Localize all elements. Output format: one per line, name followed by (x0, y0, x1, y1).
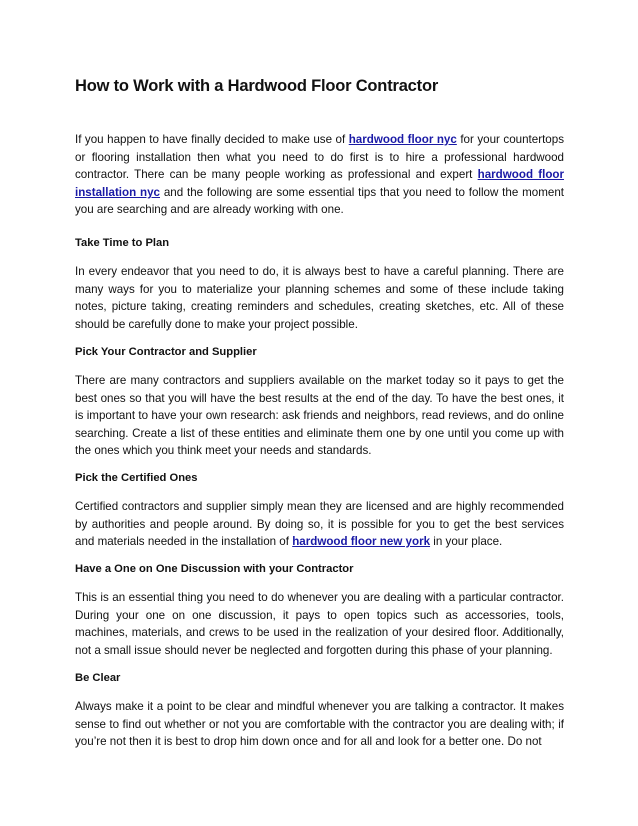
section-body-discussion: This is an essential thing you need to do whenever you are dealing with a particular contractor. During your one on one discussion, it pays to open topics such as accessories, tools, machines, materials, and crews to be used in the realization of your desired floor. Additionally, not a small issue should never be neglected and forgotten during this phase of your planning. (75, 591, 564, 657)
section-body-certified (75, 498, 564, 551)
section-body-be-clear: Always make it a point to be clear and mindful whenever you are talking a contractor. It makes sense to find out whether or not you are comfortable with the contractor you are dealing with; if you’re not then it is best to drop him down once and for all and look for a better one. Do not (75, 700, 564, 749)
intro-paragraph (75, 131, 564, 219)
link-hardwood-floor-installation-nyc[interactable]: hardwood floor installation nyc (75, 168, 565, 199)
section-body-contractor-supplier: There are many contractors and suppliers available on the market today so it pays to get the best ones so that you will have the best results at the end of the day. To have the best ones, it is important to have your own research: ask friends and neighbors, read reviews, and do online searching. Create a list of these entities and eliminate them one by one until you come up with the ones which you think meet your needs and standards. (75, 374, 564, 458)
section-heading-contractor-supplier: Pick Your Contractor and Supplier (75, 346, 257, 358)
section-heading-certified: Pick the Certified Ones (75, 472, 198, 484)
section-heading-plan: Take Time to Plan (75, 237, 170, 249)
certified-text-1: Certified contractors and supplier simply mean they are licensed and are highly recommended by authorities and people around. By doing so, it is possible for you to get the best services and materials needed in the installation of (75, 500, 564, 549)
certified-text-2: in your place. (430, 535, 503, 549)
section-body-plan: In every endeavor that you need to do, it is always best to have a careful planning. There are many ways for you to materialize your planning schemes and some of these include taking notes, picture taking, creating reminders and schedules, creating sketches, etc. All of these should be carefully done to make your project possible. (75, 265, 564, 331)
section-heading-be-clear: Be Clear (75, 672, 121, 684)
document-title: How to Work with a Hardwood Floor Contractor (75, 77, 439, 95)
intro-text-2: for your countertops or flooring installation then what you need to do first is to hire a professional hardwood contractor. There can be many people working as professional and expert (75, 133, 564, 182)
intro-text-1: If you happen to have finally decided to make use of (75, 133, 349, 146)
intro-text-3: and the following are some essential tips that you need to follow the moment you are searching and are already working with one. (75, 185, 564, 217)
link-hardwood-floor-new-york[interactable]: hardwood floor new york (292, 535, 431, 549)
section-heading-discussion: Have a One on One Discussion with your Contractor (75, 563, 354, 575)
link-hardwood-floor-nyc[interactable]: hardwood floor nyc (348, 133, 457, 146)
